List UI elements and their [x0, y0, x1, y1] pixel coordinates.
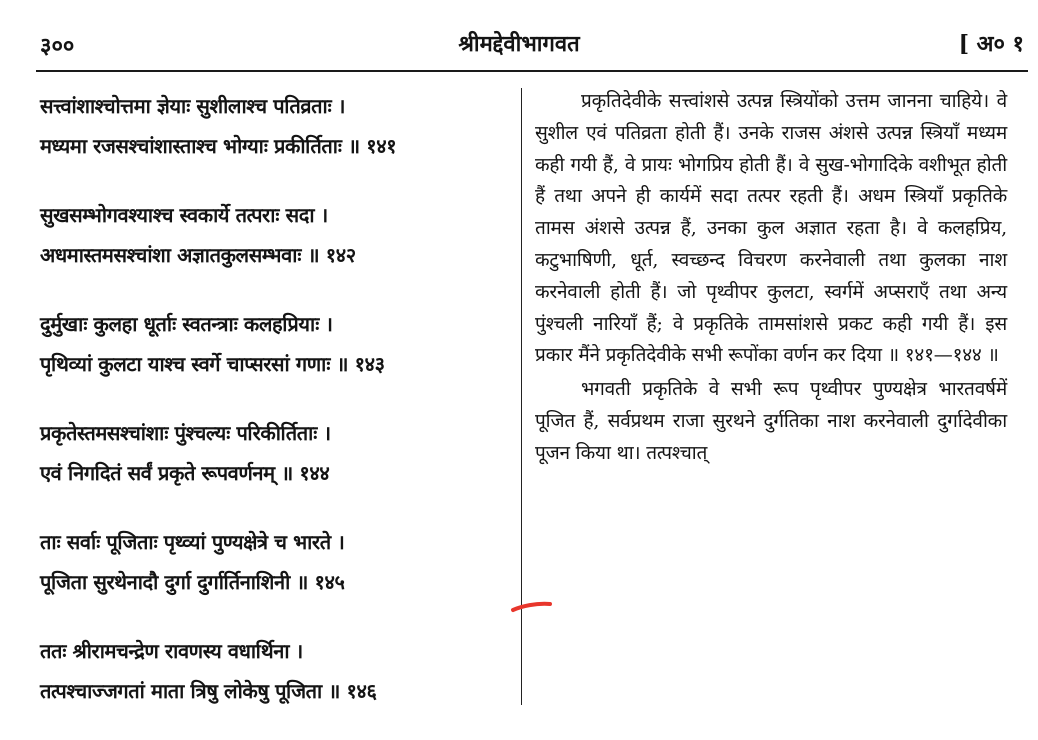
- verse-143: [40, 304, 514, 384]
- verse-line: प्रकृतेस्तमसश्चांशाः पुंश्चल्यः परिकीर्तिताः ।: [40, 421, 331, 445]
- verse-146: [40, 631, 514, 711]
- page-header: [0, 0, 1038, 76]
- verse-142: [40, 195, 514, 275]
- chapter-marker: [ अ० १: [958, 31, 1024, 57]
- translation-paragraph-2: भगवती प्रकृतिके वे सभी रूप पृथ्वीपर पुण्यक्षेत्र भारतवर्षमें पूजित हैं, सर्वप्रथम राजा सुरथने दुर्गतिका नाश करनेवाली दुर्गादेवीका पूजन किया था। तत्पश्चात्: [535, 378, 1007, 464]
- sanskrit-verses-column: [40, 86, 514, 740]
- verse-line: सुखसम्भोगवश्याश्च स्वकार्ये तत्पराः सदा ।: [40, 203, 328, 227]
- verse-144: [40, 413, 514, 493]
- verse-line: दुर्मुखाः कुलहा धूर्ताः स्वतन्त्राः कलहप्रियाः ।: [40, 312, 333, 336]
- verse-145: [40, 522, 514, 602]
- verse-line: सत्त्वांशाश्चोत्तमा ज्ञेयाः सुशीलाश्च पतिव्रताः ।: [40, 94, 346, 118]
- translation-paragraph-1: प्रकृतिदेवीके सत्त्वांशसे उत्पन्न स्त्रियोंको उत्तम जानना चाहिये। वे सुशील एवं पतिव्रता होती हैं। उनके राजस अंशसे उत्पन्न स्त्रियाँ मध्यम कही गयी हैं, वे प्रायः भोगप्रिय होती हैं। वे सुख-भोगादिके वशीभूत होती हैं तथा अपने ही कार्यमें सदा तत्पर रहती हैं। अधम स्त्रियाँ प्रकृतिके तामस अंशसे उत्पन्न हैं, उनका कुल अज्ञात रहता है। वे कलहप्रिय, कटुभाषिणी, धूर्त, स्वच्छन्द विचरण करनेवाली तथा कुलका नाश करनेवाली होती हैं। जो पृथ्वीपर कुलटा, स्वर्गमें अप्सराएँ तथा अन्य पुंश्चली नारियाँ हैं; वे प्रकृतिके तामसांशसे प्रकट कही गयी हैं। इस प्रकार मैंने प्रकृतिदेवीके सभी रूपोंका वर्णन कर दिया ॥ १४१—१४४ ॥: [535, 90, 1007, 367]
- red-pen-mark-icon: [510, 600, 554, 614]
- verse-line: ताः सर्वाः पूजिताः पृथ्व्यां पुण्यक्षेत्रे च भारते ।: [40, 530, 345, 554]
- header-rule: [36, 70, 1028, 72]
- verse-line: ततः श्रीरामचन्द्रेण रावणस्य वधार्थिना ।: [40, 639, 303, 663]
- verse-141: [40, 86, 514, 166]
- verse-line: अधमास्तमसश्चांशा अज्ञातकुलसम्भवाः ॥ १४२: [40, 243, 356, 267]
- hindi-translation-column: [535, 86, 1007, 470]
- verse-line: मध्यमा रजसश्चांशास्ताश्च भोग्याः प्रकीर्तिताः ॥ १४१: [40, 134, 397, 158]
- verse-line: एवं निगदितं सर्वं प्रकृते रूपवर्णनम् ॥ १४४: [40, 461, 330, 485]
- book-title: श्रीमद्देवीभागवत: [458, 31, 580, 57]
- verse-line: पृथिव्यां कुलटा याश्च स्वर्गे चाप्सरसां गणाः ॥ १४३: [40, 352, 385, 376]
- verse-line: तत्पश्चाज्जगतां माता त्रिषु लोकेषु पूजिता ॥ १४६: [40, 679, 377, 703]
- page-number: ३००: [40, 33, 75, 59]
- verse-line: पूजिता सुरथेनादौ दुर्गा दुर्गार्तिनाशिनी ॥ १४५: [40, 570, 345, 594]
